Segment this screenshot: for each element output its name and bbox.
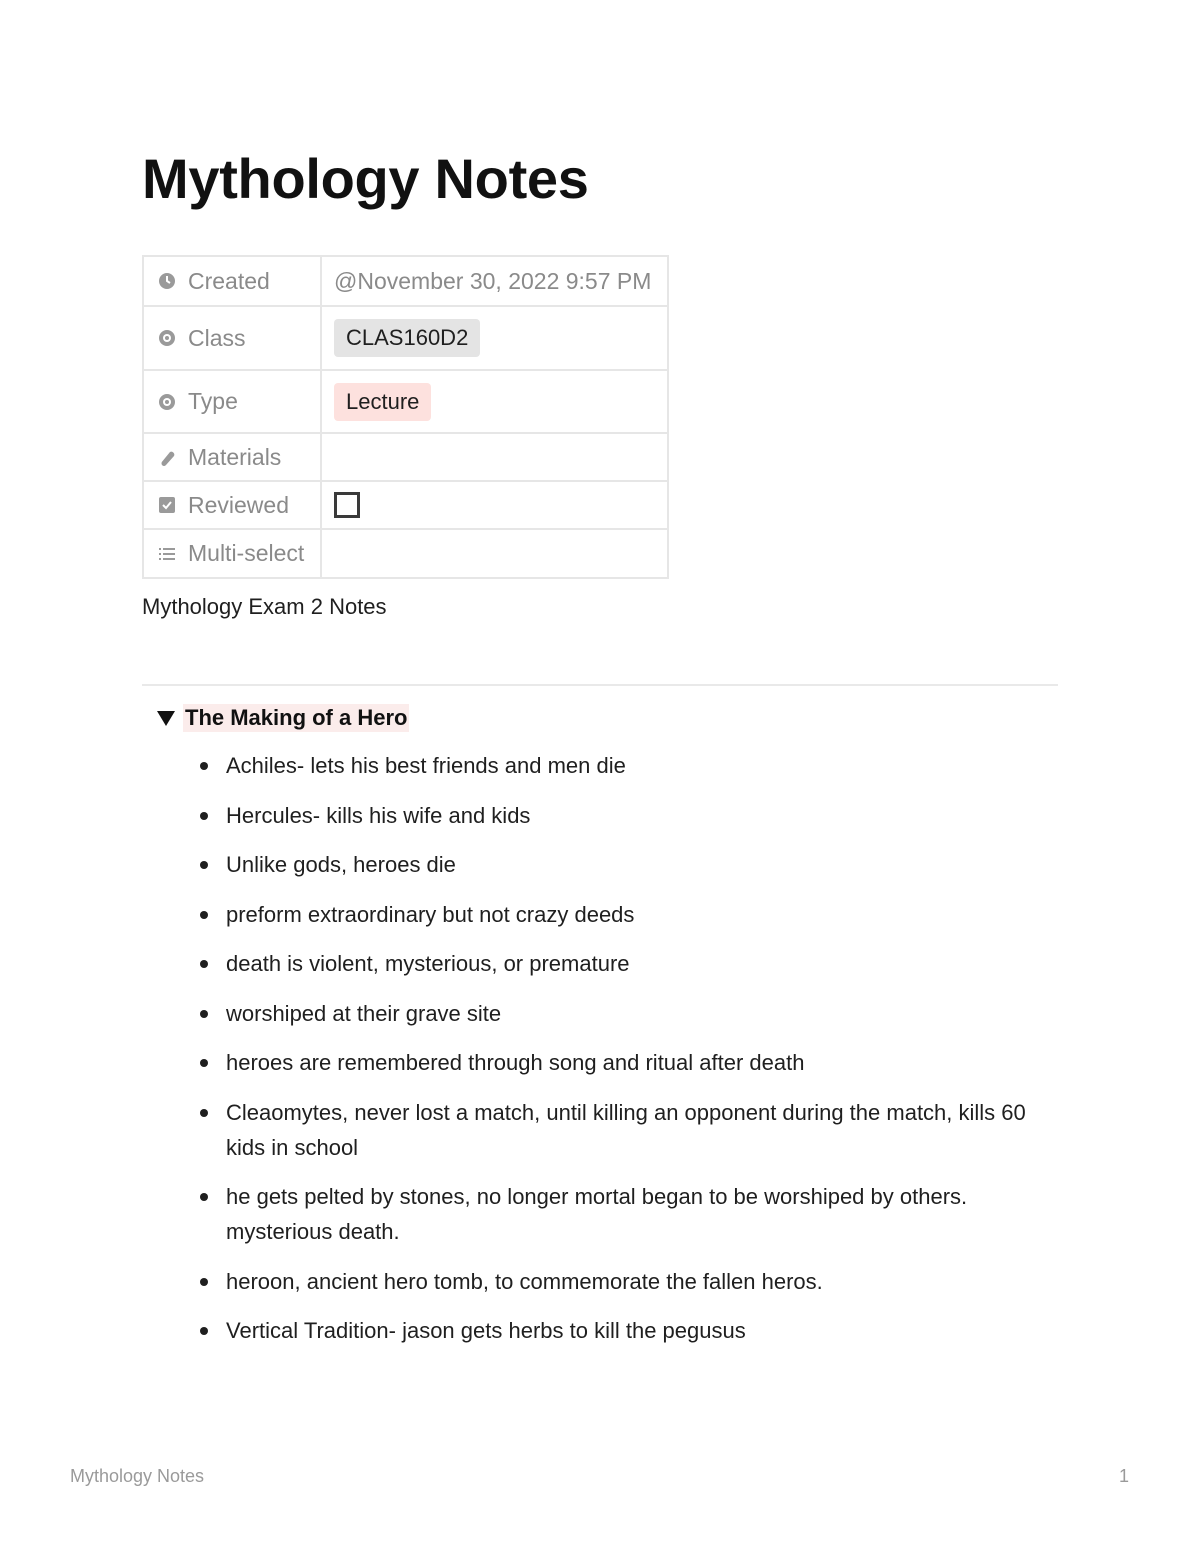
checkbox-icon — [156, 494, 178, 516]
list-item-text: Unlike gods, heroes die — [226, 852, 456, 877]
class-tag[interactable]: CLAS160D2 — [334, 319, 480, 357]
property-row-multi-select — [143, 529, 668, 578]
property-value[interactable] — [321, 481, 668, 529]
property-value[interactable] — [321, 256, 668, 306]
toggle-block[interactable] — [157, 704, 409, 732]
property-key — [143, 529, 321, 578]
property-key — [143, 370, 321, 433]
footer-page-number: 1 — [1118, 1466, 1129, 1486]
bullet-dot-icon — [200, 960, 208, 968]
list-icon — [156, 543, 178, 565]
list-item — [196, 996, 1066, 1031]
list-item-text: preform extraordinary but not crazy deeds — [226, 901, 635, 927]
property-key — [143, 433, 321, 481]
property-label: Type — [188, 388, 238, 414]
paperclip-icon — [156, 446, 178, 468]
property-key — [143, 256, 321, 306]
bullet-dot-icon — [200, 1059, 208, 1067]
list-item — [196, 946, 1066, 981]
list-item — [196, 1313, 1066, 1348]
property-label: Class — [188, 324, 246, 351]
property-label: Reviewed — [188, 491, 289, 518]
select-icon — [156, 327, 178, 349]
list-item-text: worshiped at their grave site — [226, 1000, 502, 1026]
property-row-type — [143, 370, 668, 433]
property-row-class — [143, 306, 668, 370]
bullet-dot-icon — [200, 1193, 208, 1201]
select-icon — [156, 391, 178, 413]
bullet-dot-icon — [200, 762, 208, 770]
toggle-triangle-icon[interactable] — [157, 711, 175, 726]
bullet-dot-icon — [200, 1010, 208, 1018]
property-label: Created — [188, 267, 270, 294]
list-item — [196, 748, 1066, 783]
property-key — [143, 481, 321, 529]
property-value[interactable] — [321, 529, 668, 578]
list-item-text: he gets pelted by stones, no longer mortal began to be worshiped by others. mysterious death. — [226, 1184, 968, 1244]
list-item — [196, 897, 1066, 932]
property-key — [143, 306, 321, 370]
property-row-reviewed — [143, 481, 668, 529]
list-item — [196, 1045, 1066, 1080]
toggle-heading: The Making of a Hero — [185, 705, 408, 730]
bullet-dot-icon — [200, 1109, 208, 1117]
list-item — [196, 798, 1066, 833]
bullet-dot-icon — [200, 812, 208, 820]
list-item — [196, 1264, 1066, 1299]
list-item-text: Vertical Tradition- jason gets herbs to kill the pegusus — [226, 1318, 746, 1343]
list-item — [196, 1095, 1066, 1165]
page-subtitle: Mythology Exam 2 Notes — [142, 594, 387, 619]
property-row-created — [143, 256, 668, 306]
property-value[interactable] — [321, 306, 668, 370]
bullet-dot-icon — [200, 1278, 208, 1286]
bullet-list — [196, 748, 1066, 1363]
list-item — [196, 1179, 1066, 1249]
list-item-text: Achiles- lets his best friends and men die — [226, 753, 626, 778]
bullet-dot-icon — [200, 861, 208, 869]
created-date: @November 30, 2022 9:57 PM — [334, 267, 652, 294]
list-item — [196, 847, 1066, 882]
page-title: Mythology Notes — [142, 147, 589, 210]
type-tag[interactable]: Lecture — [334, 383, 431, 421]
properties-table — [142, 255, 669, 579]
clock-icon — [156, 270, 178, 292]
footer-doc-name: Mythology Notes — [70, 1466, 205, 1486]
property-value[interactable] — [321, 433, 668, 481]
list-item-text: heroon, ancient hero tomb, to commemorate the fallen heros. — [226, 1268, 823, 1294]
list-item-text: Hercules- kills his wife and kids — [226, 802, 531, 828]
list-item-text: Cleaomytes, never lost a match, until killing an opponent during the match, kills 60 kids in school — [226, 1099, 1026, 1160]
bullet-dot-icon — [200, 1327, 208, 1335]
list-item-text: heroes are remembered through song and ritual after death — [226, 1050, 805, 1075]
reviewed-checkbox[interactable] — [334, 492, 360, 518]
list-item-text: death is violent, mysterious, or premature — [226, 951, 630, 976]
bullet-dot-icon — [200, 911, 208, 919]
divider — [142, 684, 1058, 686]
property-label: Materials — [188, 443, 282, 470]
property-value[interactable] — [321, 370, 668, 433]
property-row-materials — [143, 433, 668, 481]
property-label: Multi-select — [188, 540, 305, 566]
